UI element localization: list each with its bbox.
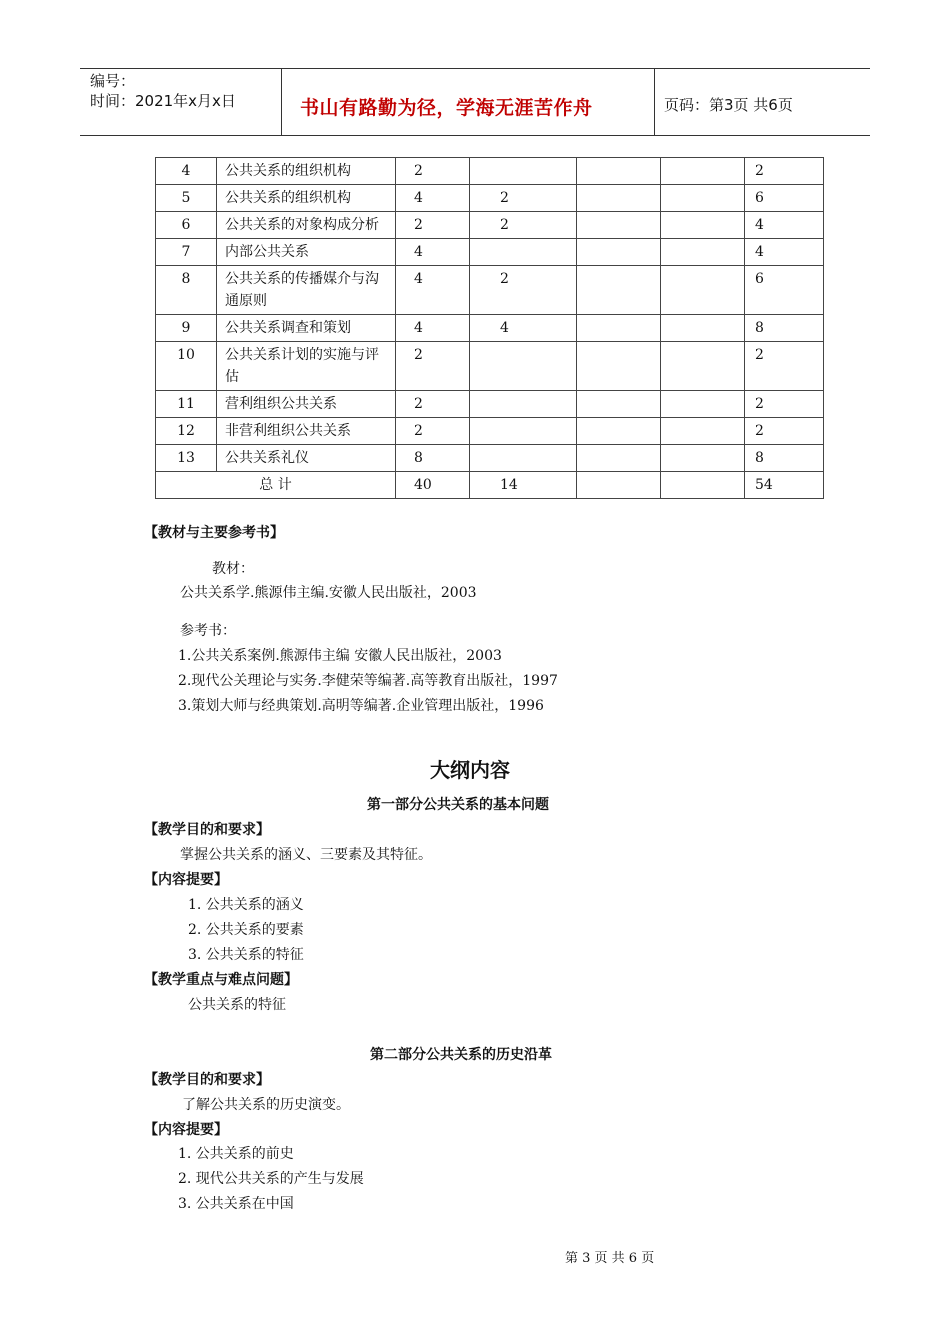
row-total-cell: 2	[745, 158, 824, 185]
row-hours-d-cell	[661, 212, 745, 239]
row-total-cell: 8	[745, 445, 824, 472]
row-hours-d-cell	[661, 418, 745, 445]
books-heading: 【教材与主要参考书】	[144, 525, 284, 541]
row-hours-d-cell	[661, 342, 745, 391]
part2-title: 第二部分公共关系的历史沿革	[370, 1047, 552, 1063]
part1-goal-heading: 【教学目的和要求】	[144, 822, 270, 838]
row-number-cell: 9	[156, 315, 217, 342]
row-number-cell: 11	[156, 391, 217, 418]
row-hours-b-cell	[470, 158, 577, 185]
part1-key-heading: 【教学重点与难点问题】	[144, 972, 298, 988]
part2-item-2: 2. 现代公共关系的产生与发展	[178, 1171, 364, 1187]
row-hours-a-cell: 4	[396, 239, 470, 266]
row-total-cell: 4	[745, 212, 824, 239]
row-number-cell: 7	[156, 239, 217, 266]
total-d-cell	[661, 472, 745, 499]
part1-item-3: 3. 公共关系的特征	[188, 947, 304, 963]
table-row	[156, 239, 824, 266]
table-row	[156, 315, 824, 342]
hours-table	[155, 157, 824, 499]
part1-title: 第一部分公共关系的基本问题	[367, 797, 549, 813]
textbook-entry: 公共关系学.熊源伟主编.安徽人民出版社，2003	[180, 585, 477, 601]
row-hours-a-cell: 2	[396, 391, 470, 418]
row-name-cell: 公共关系的对象构成分析	[217, 212, 396, 239]
row-hours-c-cell	[577, 315, 661, 342]
row-hours-d-cell	[661, 239, 745, 266]
total-c-cell	[577, 472, 661, 499]
table-row	[156, 266, 824, 315]
header-motto: 书山有路勤为径，学海无涯苦作舟	[300, 97, 593, 119]
row-name-cell: 非营利组织公共关系	[217, 418, 396, 445]
row-number-cell: 8	[156, 266, 217, 315]
table-row	[156, 445, 824, 472]
row-total-cell: 6	[745, 185, 824, 212]
row-hours-a-cell: 8	[396, 445, 470, 472]
row-hours-c-cell	[577, 418, 661, 445]
row-hours-b-cell	[470, 391, 577, 418]
row-hours-c-cell	[577, 185, 661, 212]
header-bottom-line	[80, 135, 870, 136]
table-row	[156, 212, 824, 239]
total-b-cell: 14	[470, 472, 577, 499]
row-hours-d-cell	[661, 158, 745, 185]
row-number-cell: 4	[156, 158, 217, 185]
header-top-line	[80, 68, 870, 69]
row-name-cell: 公共关系的组织机构	[217, 158, 396, 185]
header-number: 编号：	[90, 72, 136, 90]
row-hours-a-cell: 2	[396, 342, 470, 391]
row-number-cell: 10	[156, 342, 217, 391]
part2-goal: 了解公共关系的历史演变。	[182, 1097, 350, 1113]
row-name-cell: 公共关系的传播媒介与沟通原则	[217, 266, 396, 315]
outline-title: 大纲内容	[430, 758, 510, 782]
row-total-cell: 4	[745, 239, 824, 266]
part2-content-heading: 【内容提要】	[144, 1122, 228, 1138]
header-divider-right	[654, 68, 655, 136]
row-hours-c-cell	[577, 266, 661, 315]
row-total-cell: 2	[745, 391, 824, 418]
row-total-cell: 2	[745, 342, 824, 391]
row-hours-d-cell	[661, 266, 745, 315]
table-row	[156, 342, 824, 391]
row-hours-a-cell: 2	[396, 418, 470, 445]
row-hours-b-cell	[470, 239, 577, 266]
row-name-cell: 公共关系礼仪	[217, 445, 396, 472]
table-total-row	[156, 472, 824, 499]
row-name-cell: 营利组织公共关系	[217, 391, 396, 418]
ref-item-2: 2.现代公关理论与实务.李健荣等编著.高等教育出版社，1997	[178, 673, 558, 689]
header-time: 时间：2021年x月x日	[90, 92, 236, 110]
table-row	[156, 418, 824, 445]
row-hours-a-cell: 4	[396, 185, 470, 212]
row-hours-d-cell	[661, 315, 745, 342]
row-hours-b-cell: 2	[470, 266, 577, 315]
row-hours-c-cell	[577, 158, 661, 185]
row-hours-b-cell	[470, 418, 577, 445]
ref-item-1: 1.公共关系案例.熊源伟主编 安徽人民出版社，2003	[178, 648, 502, 664]
part2-item-1: 1. 公共关系的前史	[178, 1146, 294, 1162]
row-hours-b-cell	[470, 445, 577, 472]
row-hours-c-cell	[577, 342, 661, 391]
row-name-cell: 公共关系计划的实施与评估	[217, 342, 396, 391]
textbook-label: 教材：	[212, 561, 254, 577]
total-a-cell: 40	[396, 472, 470, 499]
row-hours-b-cell: 2	[470, 212, 577, 239]
row-name-cell: 内部公共关系	[217, 239, 396, 266]
row-hours-b-cell: 4	[470, 315, 577, 342]
row-hours-b-cell: 2	[470, 185, 577, 212]
row-hours-c-cell	[577, 239, 661, 266]
part1-goal: 掌握公共关系的涵义、三要素及其特征。	[180, 847, 432, 863]
row-number-cell: 12	[156, 418, 217, 445]
row-hours-a-cell: 4	[396, 315, 470, 342]
part1-content-heading: 【内容提要】	[144, 872, 228, 888]
page-footer: 第 3 页 共 6 页	[565, 1251, 655, 1266]
ref-item-3: 3.策划大师与经典策划.高明等编著.企业管理出版社，1996	[178, 698, 544, 714]
row-total-cell: 2	[745, 418, 824, 445]
row-total-cell: 6	[745, 266, 824, 315]
header-page: 页码：第3页 共6页	[664, 96, 793, 114]
part1-item-1: 1. 公共关系的涵义	[188, 897, 304, 913]
total-total-cell: 54	[745, 472, 824, 499]
part2-goal-heading: 【教学目的和要求】	[144, 1072, 270, 1088]
part2-item-3: 3. 公共关系在中国	[178, 1196, 294, 1212]
row-number-cell: 6	[156, 212, 217, 239]
row-hours-a-cell: 2	[396, 212, 470, 239]
row-name-cell: 公共关系调查和策划	[217, 315, 396, 342]
row-hours-c-cell	[577, 445, 661, 472]
row-hours-d-cell	[661, 185, 745, 212]
total-label-cell: 总 计	[156, 472, 396, 499]
row-hours-a-cell: 4	[396, 266, 470, 315]
table-row	[156, 158, 824, 185]
row-hours-d-cell	[661, 445, 745, 472]
part1-item-2: 2. 公共关系的要素	[188, 922, 304, 938]
row-hours-b-cell	[470, 342, 577, 391]
row-hours-c-cell	[577, 391, 661, 418]
table-row	[156, 185, 824, 212]
row-hours-d-cell	[661, 391, 745, 418]
row-total-cell: 8	[745, 315, 824, 342]
header-divider-left	[281, 68, 282, 136]
row-hours-a-cell: 2	[396, 158, 470, 185]
row-name-cell: 公共关系的组织机构	[217, 185, 396, 212]
row-number-cell: 5	[156, 185, 217, 212]
row-number-cell: 13	[156, 445, 217, 472]
part1-key: 公共关系的特征	[188, 997, 286, 1013]
refs-label: 参考书：	[180, 623, 236, 639]
table-row	[156, 391, 824, 418]
row-hours-c-cell	[577, 212, 661, 239]
